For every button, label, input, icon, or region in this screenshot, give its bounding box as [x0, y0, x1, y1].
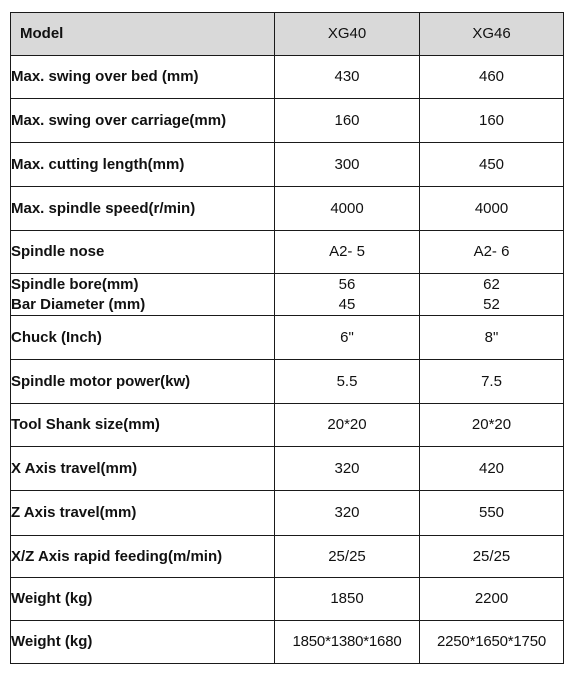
row-value-2: 4000 — [420, 187, 564, 231]
header-row — [11, 13, 564, 56]
row-value-1: 320 — [275, 447, 420, 491]
row-value-2: 20*20 — [420, 404, 564, 447]
row-value-2: 7.5 — [420, 360, 564, 404]
row-label: Chuck (Inch) — [11, 316, 275, 360]
table-row — [11, 99, 564, 143]
row-value-1: 430 — [275, 56, 420, 99]
table-row — [11, 404, 564, 447]
table-row — [11, 360, 564, 404]
table-row — [11, 491, 564, 536]
row-value-1: A2- 5 — [275, 231, 420, 274]
row-value-2: 420 — [420, 447, 564, 491]
row-label: Z Axis travel(mm) — [11, 491, 275, 536]
table-row — [11, 187, 564, 231]
row-label-line-2: Bar Diameter (mm) — [11, 295, 146, 313]
row-value-1: 25/25 — [275, 536, 420, 578]
row-value-1: 1850*1380*1680 — [275, 621, 420, 664]
row-label: Max. cutting length(mm) — [11, 143, 275, 187]
row-label-line-1: Spindle bore(mm) — [11, 275, 139, 293]
row-label: Tool Shank size(mm) — [11, 404, 275, 447]
row-value-2-line-2: 52 — [483, 295, 500, 313]
row-value-2: 2250*1650*1750 — [420, 621, 564, 664]
row-value-2: 460 — [420, 56, 564, 99]
table-row — [11, 536, 564, 578]
row-value-2: 450 — [420, 143, 564, 187]
table-row — [11, 578, 564, 621]
table-row — [11, 274, 564, 316]
table-row — [11, 447, 564, 491]
header-model-1: XG40 — [275, 13, 420, 56]
row-label: Spindle nose — [11, 231, 275, 274]
row-value-1: 6" — [275, 316, 420, 360]
row-value-2: 160 — [420, 99, 564, 143]
row-value-1-line-1: 56 — [338, 275, 356, 293]
row-value-2: 8" — [420, 316, 564, 360]
row-value-2-line-1: 62 — [483, 275, 500, 293]
row-value-1: 320 — [275, 491, 420, 536]
header-label: Model — [11, 13, 275, 56]
row-label: X Axis travel(mm) — [11, 447, 275, 491]
row-label: Weight (kg) — [11, 621, 275, 664]
row-value-2: 550 — [420, 491, 564, 536]
header-model-2: XG46 — [420, 13, 564, 56]
table-row — [11, 143, 564, 187]
row-value-2: 25/25 — [420, 536, 564, 578]
spec-table — [10, 12, 564, 664]
row-value-1 — [275, 274, 420, 316]
row-label: Max. swing over bed (mm) — [11, 56, 275, 99]
table-row — [11, 621, 564, 664]
row-value-1: 160 — [275, 99, 420, 143]
row-label: X/Z Axis rapid feeding(m/min) — [11, 536, 275, 578]
row-value-1: 4000 — [275, 187, 420, 231]
row-value-1: 300 — [275, 143, 420, 187]
row-label: Spindle motor power(kw) — [11, 360, 275, 404]
row-label: Max. swing over carriage(mm) — [11, 99, 275, 143]
row-label: Weight (kg) — [11, 578, 275, 621]
table-row — [11, 316, 564, 360]
row-value-1: 1850 — [275, 578, 420, 621]
table-row — [11, 231, 564, 274]
row-value-1-line-2: 45 — [338, 295, 356, 313]
table-row — [11, 56, 564, 99]
row-value-2 — [420, 274, 564, 316]
row-value-2: 2200 — [420, 578, 564, 621]
row-label — [11, 274, 275, 316]
row-label: Max. spindle speed(r/min) — [11, 187, 275, 231]
row-value-2: A2- 6 — [420, 231, 564, 274]
row-value-1: 20*20 — [275, 404, 420, 447]
row-value-1: 5.5 — [275, 360, 420, 404]
